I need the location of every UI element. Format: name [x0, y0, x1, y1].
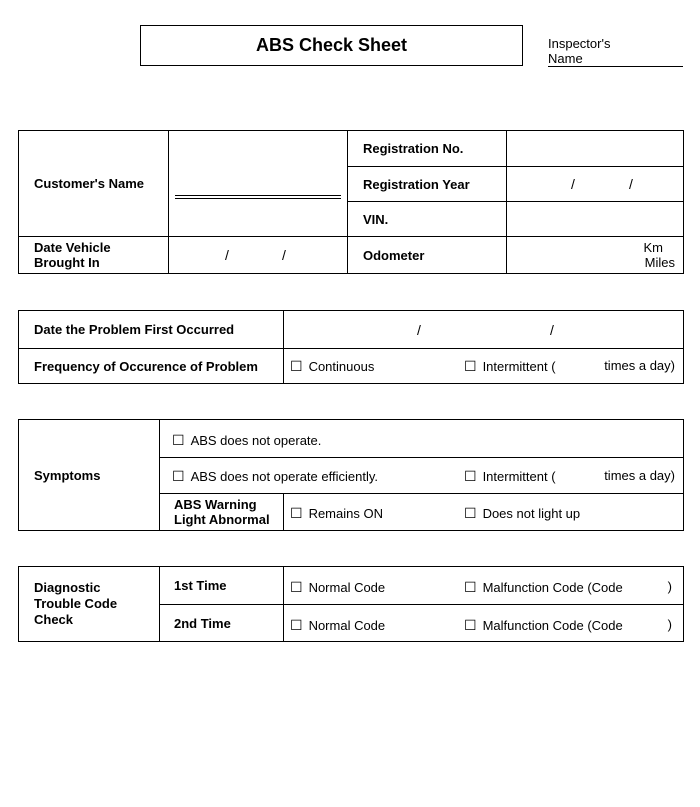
title-text: ABS Check Sheet [255, 35, 408, 55]
problem-occurrence-table [18, 310, 684, 384]
date-slash: / [571, 176, 575, 192]
checkbox-icon[interactable]: ☐ [290, 617, 303, 633]
page-title [140, 25, 523, 66]
checkbox-icon[interactable]: ☐ [290, 505, 303, 521]
normal-code-option[interactable]: ☐ Normal Code [290, 579, 386, 595]
customer-name-label: Customer's Name [19, 131, 169, 237]
second-time-options [284, 605, 684, 642]
does-not-light-option[interactable]: ☐ Does not light up [464, 505, 581, 521]
continuous-option[interactable]: ☐ Continuous [290, 358, 375, 374]
intermittent-option[interactable]: ☐ Intermittent ( [464, 468, 556, 484]
malfunction-code-option[interactable]: ☐ Malfunction Code (Code [464, 579, 623, 595]
symptoms-label: Symptoms [19, 420, 160, 531]
malfunction-code-option[interactable]: ☐ Malfunction Code (Code [464, 617, 623, 633]
remains-on-option[interactable]: ☐ Remains ON [290, 505, 383, 521]
registration-no-field[interactable] [507, 131, 684, 167]
registration-no-label: Registration No. [348, 131, 507, 167]
vin-label: VIN. [348, 202, 507, 237]
second-time-label: 2nd Time [160, 605, 284, 642]
date-first-occurred-field[interactable] [284, 311, 684, 349]
date-slash: / [225, 247, 229, 263]
checkbox-icon[interactable]: ☐ [464, 579, 477, 595]
warning-light-options [284, 494, 684, 531]
intermittent-option[interactable]: ☐ Intermittent ( [464, 358, 556, 374]
registration-year-field[interactable] [507, 167, 684, 202]
date-slash: / [282, 247, 286, 263]
checkbox-icon[interactable]: ☐ [464, 505, 477, 521]
close-paren: ) [667, 617, 672, 632]
dtc-check-label: Diagnostic Trouble Code Check [19, 567, 160, 642]
frequency-label: Frequency of Occurence of Problem [19, 349, 284, 384]
checkbox-icon[interactable]: ☐ [464, 358, 477, 374]
first-time-options [284, 567, 684, 605]
inspector-name-field[interactable] [548, 36, 683, 67]
first-time-label: 1st Time [160, 567, 284, 605]
date-first-occurred-label: Date the Problem First Occurred [19, 311, 284, 349]
frequency-options [284, 349, 684, 384]
date-slash: / [417, 321, 421, 338]
checkbox-icon[interactable]: ☐ [172, 432, 185, 448]
checkbox-icon[interactable]: ☐ [172, 468, 185, 484]
customer-name-field[interactable] [169, 131, 348, 237]
normal-code-option[interactable]: ☐ Normal Code [290, 617, 386, 633]
double-underline [175, 195, 341, 199]
registration-year-label: Registration Year [348, 167, 507, 202]
vin-field[interactable] [507, 202, 684, 237]
abs-not-operate-option[interactable]: ☐ ABS does not operate. [160, 420, 684, 458]
times-a-day-text: times a day) [604, 468, 675, 483]
abs-not-efficient-row [160, 458, 684, 494]
checkbox-icon[interactable]: ☐ [290, 579, 303, 595]
warning-light-label: ABS Warning Light Abnormal [160, 494, 284, 531]
date-brought-in-field[interactable] [169, 237, 348, 274]
km-unit: Km [643, 240, 663, 255]
date-slash: / [629, 176, 633, 192]
miles-unit: Miles [644, 255, 675, 270]
dtc-check-table [18, 566, 684, 642]
checkbox-icon[interactable]: ☐ [464, 617, 477, 633]
times-a-day-text: times a day) [604, 358, 675, 373]
date-brought-in-label: Date Vehicle Brought In [19, 237, 169, 274]
inspector-label-line2: Name [548, 51, 583, 66]
symptoms-table [18, 419, 684, 531]
abs-not-efficient-option[interactable]: ☐ ABS does not operate efficiently. [172, 468, 378, 484]
date-slash: / [550, 321, 554, 338]
close-paren: ) [667, 579, 672, 594]
odometer-field[interactable] [507, 237, 684, 274]
inspector-label-line1: Inspector's [548, 36, 611, 51]
vehicle-info-table [18, 130, 684, 274]
odometer-label: Odometer [348, 237, 507, 274]
checkbox-icon[interactable]: ☐ [290, 358, 303, 374]
checkbox-icon[interactable]: ☐ [464, 468, 477, 484]
